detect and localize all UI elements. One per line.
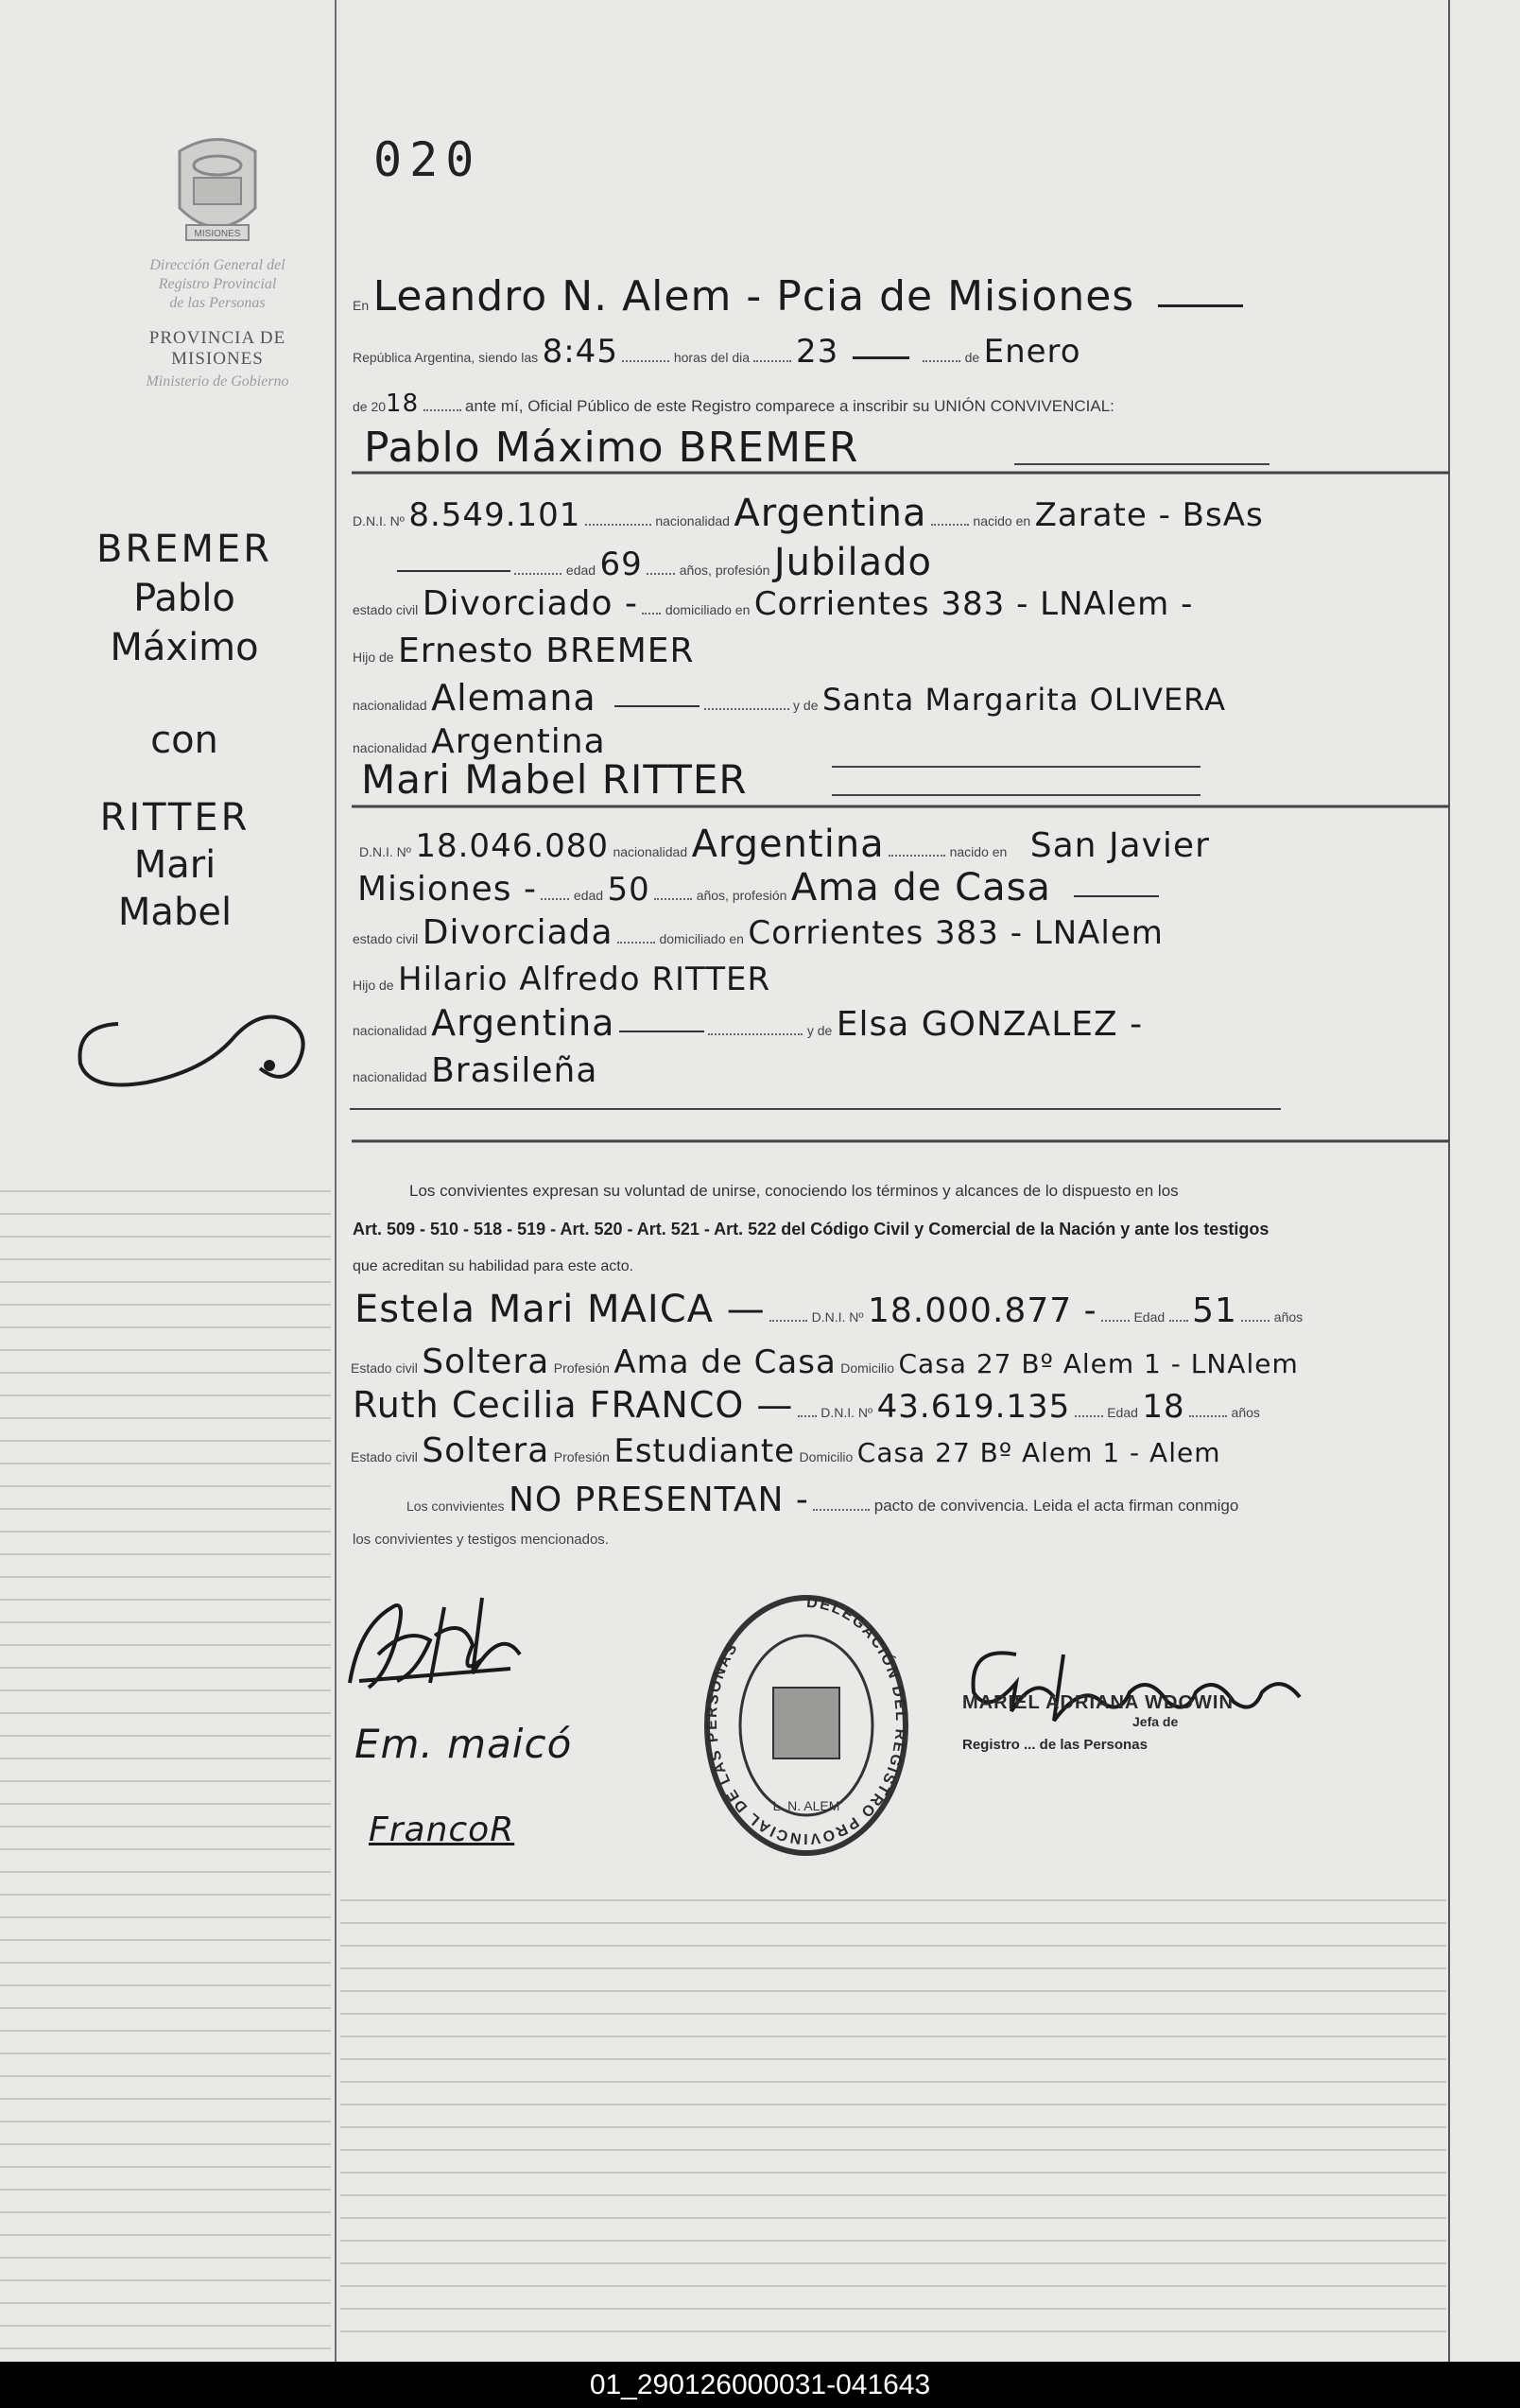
person1-address: Corrientes 383 - LNAlem -: [753, 585, 1194, 623]
person2-age-line: Misiones - edad 50 años, profesión Ama de Casa: [357, 866, 1159, 909]
witness2-dni: 43.619.135: [876, 1388, 1071, 1426]
declaration-line-2: Art. 509 - 510 - 518 - 519 - Art. 520 - Art. 521 - Art. 522 del Código Civil y Comercial de la Nación y ante los testigos: [353, 1220, 1270, 1239]
date-line: República Argentina, siendo las 8:45 horas del dia 23 de Enero: [353, 333, 1081, 371]
person1-name: Pablo Máximo BREMER: [364, 424, 859, 472]
person2-birthplace: San Javier: [1029, 826, 1210, 865]
person1-dni-line: D.N.I. Nº 8.549.101 nacionalidad Argentina nacido en Zarate - BsAs: [353, 492, 1264, 535]
person1-nationality: Argentina: [734, 492, 927, 535]
person2-mother-line: nacionalidad Argentina y de Elsa GONZALEZ -: [353, 1002, 1144, 1044]
witness2-line1: Ruth Cecilia FRANCO — D.N.I. Nº 43.619.135 Edad 18 años: [353, 1384, 1260, 1426]
person2-mother-nat-line: nacionalidad Brasileña: [353, 1051, 598, 1090]
person1-civil-line: estado civil Divorciado - domiciliado en Corrientes 383 - LNAlem -: [353, 584, 1194, 623]
person2-civil-status: Divorciada: [422, 913, 613, 952]
flourish-icon: [71, 997, 317, 1101]
person2-mother-nationality: Brasileña: [431, 1051, 598, 1090]
person2-dni-line: D.N.I. Nº 18.046.080 nacionalidad Argentina nacido en San Javier: [359, 823, 1210, 866]
seal-ring-text: DELEGACIÓN DEL REGISTRO PROVINCIAL DE LAS PERSONAS: [703, 1594, 909, 1847]
official-title: Jefa de: [1132, 1714, 1179, 1729]
official-name: MARIEL ADRIANA WDOWIN: [962, 1692, 1234, 1713]
place-value: Leandro N. Alem - Pcia de Misiones: [372, 272, 1135, 320]
witness2-age: 18: [1142, 1388, 1185, 1426]
person1-father-nationality: Alemana: [431, 677, 596, 719]
person1-father: Ernesto BREMER: [398, 632, 695, 670]
person2-birthplace-2: Misiones -: [357, 870, 537, 909]
margin-given-2b: Mabel: [117, 891, 233, 934]
person2-mother: Elsa GONZALEZ -: [836, 1005, 1144, 1044]
person2-civil-line: estado civil Divorciada domiciliado en Corrientes 383 - LNAlem: [353, 913, 1164, 952]
person2-dni: 18.046.080: [415, 827, 610, 865]
witness1-line1: Estela Mari MAICA — D.N.I. Nº 18.000.877 - Edad 51 años: [354, 1288, 1304, 1331]
person2-address: Corrientes 383 - LNAlem: [748, 914, 1164, 952]
person1-age-line: edad 69 años, profesión Jubilado: [397, 541, 932, 584]
registry-seal: [698, 1579, 915, 1872]
signature-3: FrancoR: [369, 1810, 515, 1849]
agency-name: Dirección General del Registro Provincial de las Personas: [149, 257, 285, 311]
person1-dni: 8.549.101: [408, 496, 581, 534]
witness1-address: Casa 27 Bº Alem 1 - LNAlem: [898, 1348, 1299, 1379]
province-emblem-icon: [165, 132, 269, 251]
day-value: 23: [795, 333, 839, 371]
declaration-text: [353, 1172, 1269, 1286]
place-line: [353, 272, 1243, 320]
page-number: 020: [373, 132, 482, 187]
witness2-civil-status: Soltera: [422, 1431, 550, 1470]
person1-profession: Jubilado: [773, 541, 933, 584]
margin-given-1b: Máximo: [110, 626, 259, 669]
person1-mother-nat-line: nacionalidad Argentina: [353, 722, 606, 761]
person2-father-line: Hijo de Hilario Alfredo RITTER: [353, 961, 771, 998]
witness2-line2: Estado civil Soltera Profesión Estudiante Domicilio Casa 27 Bº Alem 1 - Alem: [351, 1431, 1221, 1470]
witness1-name: Estela Mari MAICA —: [354, 1288, 766, 1331]
person1-mother-nationality: Argentina: [431, 722, 606, 761]
witness2-address: Casa 27 Bº Alem 1 - Alem: [856, 1437, 1221, 1468]
official-office: Registro ... de las Personas: [962, 1737, 1148, 1753]
pact-value: NO PRESENTAN -: [508, 1481, 809, 1519]
pact-line-2: los convivientes y testigos mencionados.: [353, 1532, 609, 1548]
person1-mother-line: nacionalidad Alemana y de Santa Margarita OLIVERA: [353, 677, 1226, 719]
witness1-dni: 18.000.877 -: [868, 1291, 1097, 1330]
witness1-civil-status: Soltera: [422, 1343, 550, 1381]
margin-surname-1: BREMER: [95, 528, 273, 571]
person1-civil-status: Divorciado -: [422, 584, 638, 623]
registry-line: de 2018 ante mí, Oficial Público de este Registro comparece a inscribir su UNIÓN CONVIVENCIAL:: [353, 390, 1114, 418]
witness1-line2: Estado civil Soltera Profesión Ama de Casa Domicilio Casa 27 Bº Alem 1 - LNAlem: [351, 1343, 1299, 1381]
signature-2: Em. maicó: [354, 1721, 573, 1767]
document-id: 01_290126000031-041643: [589, 2369, 931, 2400]
year-value: 18: [386, 390, 420, 418]
time-value: 8:45: [542, 333, 618, 371]
emblem-caption: MISIONES: [194, 229, 241, 239]
margin-given-2: Mari: [133, 843, 216, 887]
ministry-name: Ministerio de Gobierno: [146, 373, 289, 390]
official-stamp: [962, 1692, 1234, 1753]
pact-line: Los convivientes NO PRESENTAN - pacto de convivencia. Leida el acta firman conmigo: [406, 1481, 1239, 1519]
person2-father-nationality: Argentina: [431, 1002, 615, 1044]
signature-1-icon: [340, 1569, 539, 1702]
person2-father: Hilario Alfredo RITTER: [398, 961, 771, 998]
seal-bottom-text: L. N. ALEM: [772, 1798, 840, 1813]
declaration-line-3: que acreditan su habilidad para este acto.: [353, 1258, 634, 1274]
month-value: Enero: [983, 333, 1081, 371]
declaration-line-1: Los convivientes expresan su voluntad de unirse, conociendo los términos y alcances de lo dispuesto en los: [409, 1182, 1179, 1200]
person2-name: Mari Mabel RITTER: [361, 756, 748, 803]
witness1-age: 51: [1192, 1291, 1237, 1330]
margin-surname-2: RITTER: [99, 796, 250, 840]
person1-father-line: Hijo de Ernesto BREMER: [353, 632, 695, 670]
person1-age: 69: [599, 546, 643, 583]
person2-nationality: Argentina: [691, 823, 885, 866]
witness2-name: Ruth Cecilia FRANCO —: [353, 1384, 794, 1426]
margin-connector: con: [150, 719, 218, 762]
province-name: PROVINCIA DE MISIONES: [148, 328, 286, 369]
margin-given-1: Pablo: [133, 577, 235, 620]
person1-birthplace: Zarate - BsAs: [1034, 496, 1264, 534]
en-label: En: [353, 298, 370, 313]
witness1-profession: Ama de Casa: [613, 1343, 837, 1381]
person2-age: 50: [607, 871, 650, 909]
logo-block: [85, 132, 350, 390]
person2-profession: Ama de Casa: [790, 866, 1051, 909]
witness2-profession: Estudiante: [613, 1432, 796, 1470]
document-id-bar: [0, 2362, 1520, 2408]
person1-mother: Santa Margarita OLIVERA: [821, 682, 1226, 718]
